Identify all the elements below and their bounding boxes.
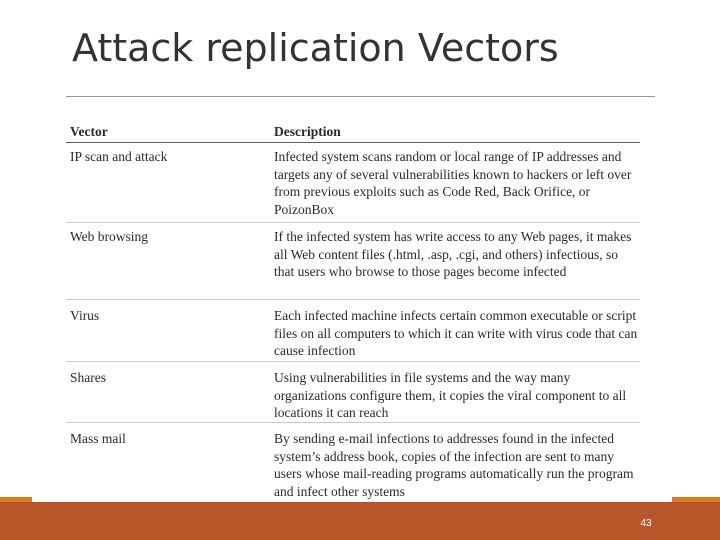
slide-title: Attack replication Vectors [72,26,559,70]
description-cell: If the infected system has write access to any Web pages, it makes all Web content files (.html, .asp, .cgi, and others) infectious, so that users who browse to those pages become infected [274,229,632,279]
description-cell: Infected system scans random or local range of IP addresses and targets any of several vulnerabilities known to hackers or left over from previous exploits such as Code Red, Back Orifice, or PoizonBox [274,149,632,217]
vector-cell: Virus [70,308,100,323]
description-cell: By sending e-mail infections to addresses found in the infected system’s address book, copies of the infection are sent to many users whose mail-reading programs automatically run the program and infect other systems [274,431,634,499]
vector-cell: Web browsing [70,229,149,244]
table-row [66,426,640,500]
table-header [66,112,640,143]
description-cell: Using vulnerabilities in file systems and the way many organizations configure them, it copies the viral component to all locations it can reach [274,370,627,420]
table-row [66,224,640,300]
vector-cell: IP scan and attack [70,149,168,164]
vector-cell: Mass mail [70,431,126,446]
table-row [66,144,640,223]
footer-band [0,502,720,540]
vectors-table [66,112,640,500]
page-number: 43 [640,518,652,529]
table-row [66,303,640,362]
table-row [66,365,640,423]
description-cell: Each infected machine infects certain common executable or script files on all computers to which it can write with virus code that can cause infection [274,308,638,358]
vector-cell: Shares [70,370,106,385]
header-vector: Vector [70,124,108,139]
title-divider [66,96,655,97]
header-description: Description [274,124,341,139]
